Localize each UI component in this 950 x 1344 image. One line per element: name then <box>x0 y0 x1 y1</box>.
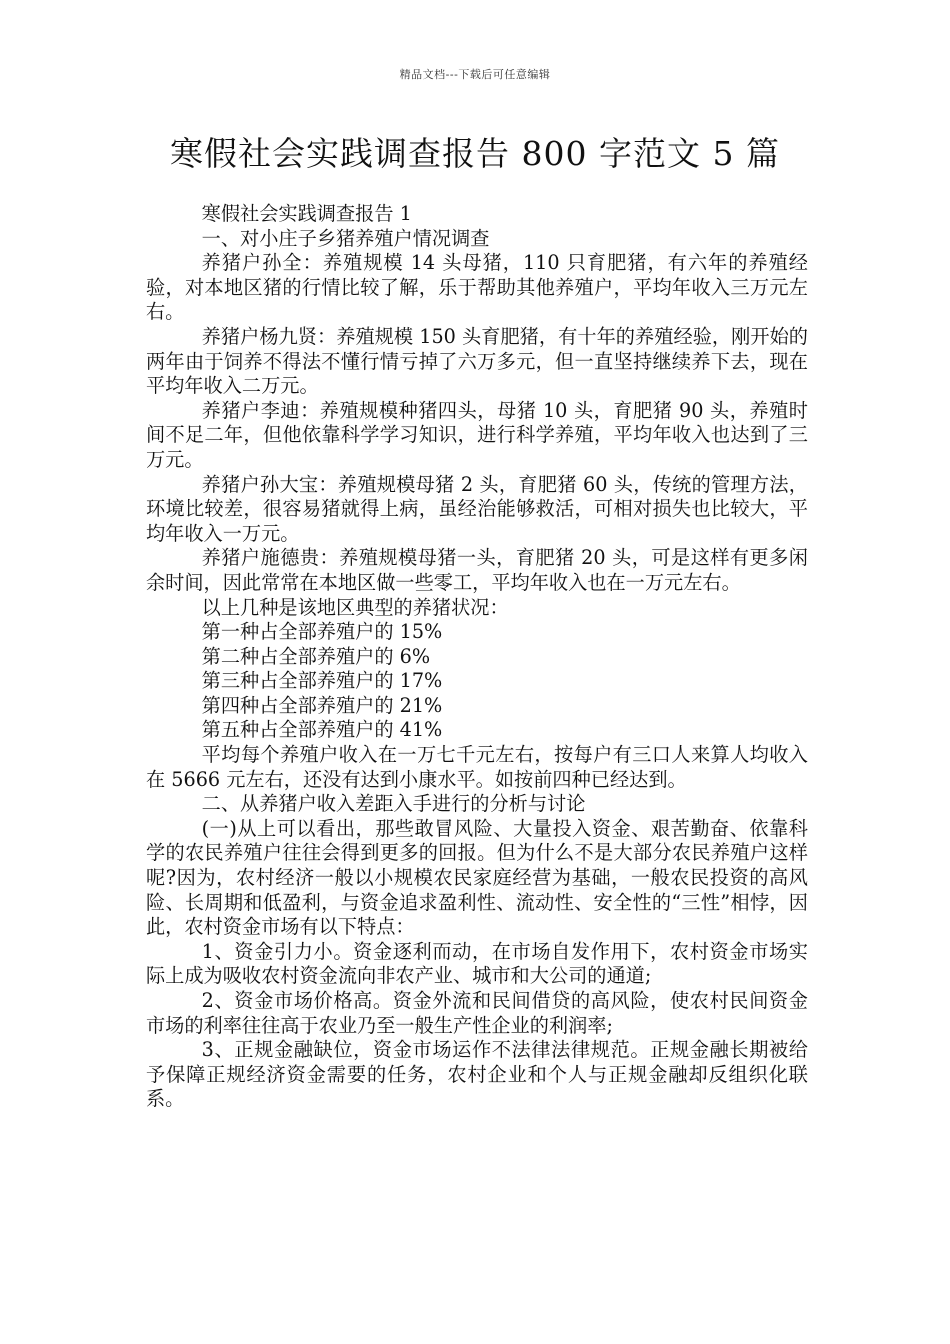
list-item: 2、资金市场价格高。资金外流和民间借贷的高风险，使农村民间资金市场的利率往往高于农业乃至一般生产性企业的利润率; <box>146 989 808 1037</box>
header-note: 精品文档---下载后可任意编辑 <box>399 68 551 81</box>
body-paragraph: 养猪户杨九贤：养殖规模 150 头育肥猪，有十年的养殖经验，刚开始的两年由于饲养不得法不懂行情亏掉了六万多元，但一直坚持继续养下去，现在平均年收入二万元。 <box>146 324 808 398</box>
body-paragraph: 以上几种是该地区典型的养猪状况： <box>201 595 509 619</box>
list-item: 第三种占全部养殖户的 17% <box>201 669 443 693</box>
body-paragraph: 养猪户孙全：养殖规模 14 头母猪，110 只育肥猪，有六年的养殖经验，对本地区猪的行情比较了解，乐于帮助其他养殖户，平均年收入三万元左右。 <box>146 251 808 324</box>
body-paragraph: 养猪户孙大宝：养殖规模母猪 2 头，育肥猪 60 头，传统的管理方法，环境比较差，很容易猪就得上病，虽经治能够救活，可相对损失也比较大，平均年收入一万元。 <box>146 472 808 545</box>
body-paragraph: 养猪户施德贵：养殖规模母猪一头，育肥猪 20 头，可是这样有更多闲余时间，因此常常在本地区做一些零工，平均年收入也在一万元左右。 <box>146 546 808 594</box>
list-item: 第二种占全部养殖户的 6% <box>201 644 431 668</box>
list-item: 第四种占全部养殖户的 21% <box>201 693 443 717</box>
document-body <box>146 202 808 1112</box>
subsection-heading: 二、从养猪户收入差距入手进行的分析与讨论 <box>201 792 586 816</box>
body-paragraph: 平均每个养殖户收入在一万七千元左右，按每户有三口人来算人均收入在 5666 元左右，还没有达到小康水平。如按前四种已经达到。 <box>146 743 808 791</box>
list-item: 1、资金引力小。资金逐利而动，在市场自发作用下，农村资金市场实际上成为吸收农村资金流向非农产业、城市和大公司的通道; <box>146 939 808 988</box>
list-item: 3、正规金融缺位，资金市场运作不法律法律规范。正规金融长期被给予保障正规经济资金需要的任务，农村企业和个人与正规金融却反组织化联系。 <box>146 1038 808 1111</box>
body-paragraph: 养猪户李迪：养殖规模种猪四头，母猪 10 头，育肥猪 90 头，养殖时间不足二年，但他依靠科学学习知识，进行科学养殖，平均年收入也达到了三万元。 <box>146 398 808 471</box>
body-paragraph: (一)从上可以看出，那些敢冒风险、大量投入资金、艰苦勤奋、依靠科学的农民养殖户往往会得到更多的回报。但为什么不是大部分农民养殖户这样呢?因为，农村经济一般以小规模农民家庭经营为基础，一般农民投资的高风险、长周期和低盈利，与资金追求盈利性、流动性、安全性的“三性”相悖，因此，农村资金市场有以下特点： <box>146 816 808 939</box>
section-heading: 寒假社会实践调查报告 1 <box>201 202 412 225</box>
list-item: 第一种占全部养殖户的 15% <box>201 620 443 644</box>
document-title: 寒假社会实践调查报告 800 字范文 5 篇 <box>170 134 780 173</box>
subsection-heading: 一、对小庄子乡猪养殖户情况调查 <box>201 226 490 250</box>
list-item: 第五种占全部养殖户的 41% <box>201 718 443 742</box>
